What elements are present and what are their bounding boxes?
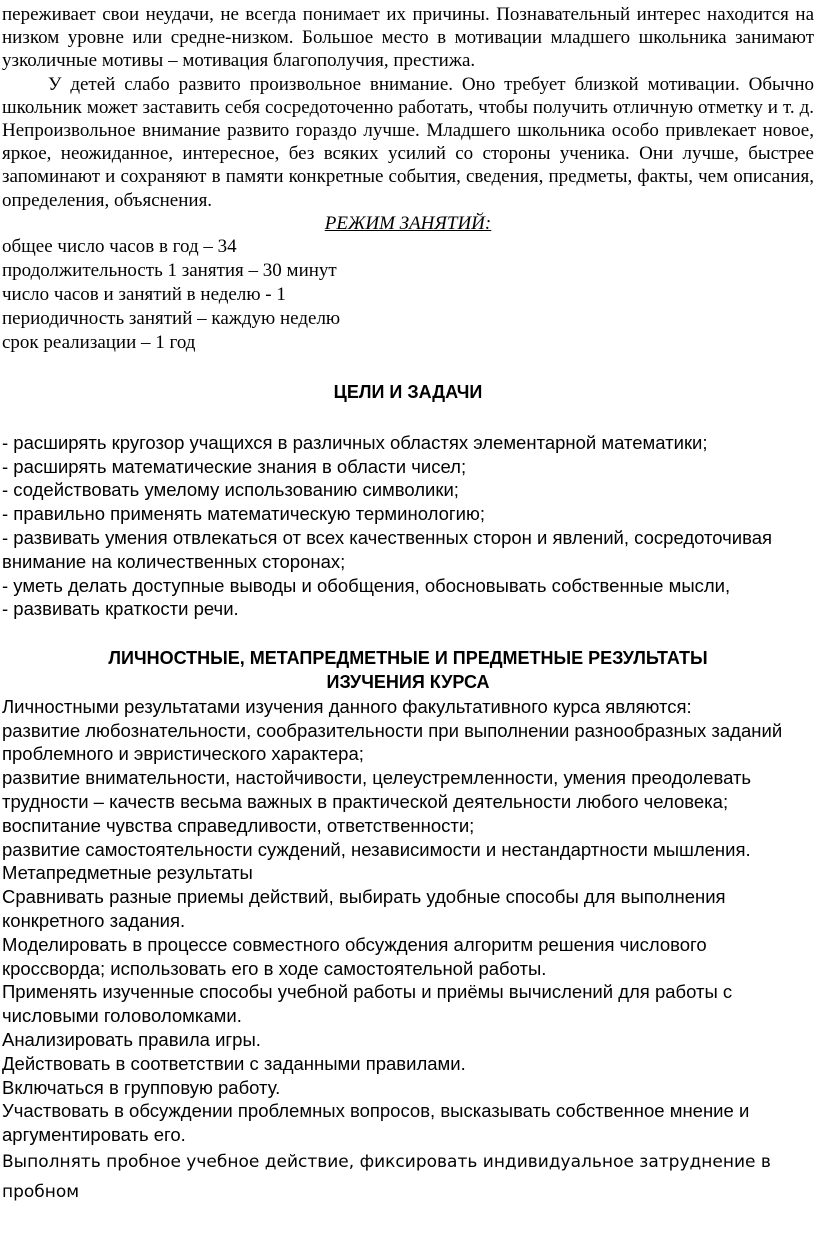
meta-result-last-line: Выполнять пробное учебное действие, фиксировать индивидуальное затруднение в пробном xyxy=(2,1151,771,1202)
goal-item: - расширять математические знания в области чисел; xyxy=(2,455,467,477)
meta-result-item: Участвовать в обсуждении проблемных вопросов, высказывать собственное мнение и аргументировать его. xyxy=(2,1100,750,1146)
spacer xyxy=(2,621,814,647)
intro-paragraph-1: переживает свои неудачи, не всегда понимает их причины. Познавательный интерес находится на низком уровне или средне-низком. Большое место в мотивации младшего школьника занимают узколичные мотивы – мотивация благополучия, престижа. xyxy=(2,4,814,72)
regime-item: общее число часов в год – 34 xyxy=(2,236,237,258)
results-title-line-2: ИЗУЧЕНИЯ КУРСА xyxy=(326,672,490,692)
goal-item: - правильно применять математическую терминологию; xyxy=(2,503,485,525)
results-section xyxy=(2,647,814,1207)
personal-result-item: развитие внимательности, настойчивости, целеустремленности, умения преодолевать трудности – качеств весьма важных в практической деятельности любого человека; xyxy=(2,767,752,812)
personal-result-item: воспитание чувства справедливости, ответственности; xyxy=(2,814,475,836)
goal-item: - расширять кругозор учащихся в различных областях элементарной математики; xyxy=(2,431,708,453)
regime-section xyxy=(2,212,814,355)
meta-result-item: Применять изученные способы учебной работы и приёмы вычислений для работы с числовыми головоломками. xyxy=(2,981,733,1027)
regime-item: продолжительность 1 занятия – 30 минут xyxy=(2,260,337,282)
meta-result-item: Сравнивать разные приемы действий, выбирать удобные способы для выполнения конкретного задания. xyxy=(2,886,726,931)
goals-list xyxy=(2,431,814,621)
regime-list xyxy=(2,235,814,355)
goal-item: - уметь делать доступные выводы и обобщения, обосновывать собственные мысли, xyxy=(2,574,731,596)
regime-title: РЕЖИМ ЗАНЯТИЙ: xyxy=(324,212,492,234)
goal-item: - развивать краткости речи. xyxy=(2,598,239,620)
personal-result-item: развитие самостоятельности суждений, независимости и нестандартности мышления. xyxy=(2,838,751,860)
meta-result-item: Действовать в соответствии с заданными правилами. xyxy=(2,1052,466,1074)
goal-item: - развивать умения отвлекаться от всех качественных сторон и явлений, сосредоточивая внимание на количественных сторонах; xyxy=(2,527,773,572)
meta-result-item: Включаться в групповую работу. xyxy=(2,1076,281,1098)
intro-section xyxy=(2,0,814,212)
regime-item: срок реализации – 1 год xyxy=(2,332,196,354)
meta-results-title: Метапредметные результаты xyxy=(2,862,253,884)
personal-results-intro: Личностными результатами изучения данного факультативного курса являются: xyxy=(2,695,692,717)
spacer xyxy=(2,405,814,431)
goals-section xyxy=(2,381,814,621)
results-title-line-1: ЛИЧНОСТНЫЕ, МЕТАПРЕДМЕТНЫЕ И ПРЕДМЕТНЫЕ РЕЗУЛЬТАТЫ xyxy=(108,648,708,669)
regime-item: периодичность занятий – каждую неделю xyxy=(2,308,341,330)
regime-item: число часов и занятий в неделю - 1 xyxy=(2,284,286,306)
meta-result-item: Анализировать правила игры. xyxy=(2,1028,261,1050)
intro-paragraph-2: У детей слабо развито произвольное внимание. Оно требует близкой мотивации. Обычно школьник может заставить себя сосредоточенно работать, чтобы получить отличную отметку и т. д. Непроизвольное внимание развито гораздо лучше. Младшего школьника особо привлекает новое, яркое, неожиданное, интересное, без всяких усилий со стороны ученика. Они лучше, быстрее запоминают и сохраняют в памяти конкретные события, сведения, предметы, факты, чем описания, определения, объяснения. xyxy=(2,73,814,211)
goal-item: - содействовать умелому использованию символики; xyxy=(2,479,459,501)
goals-title: ЦЕЛИ И ЗАДАЧИ xyxy=(333,382,483,403)
meta-result-item: Моделировать в процессе совместного обсуждения алгоритм решения числового кроссворда; использовать его в ходе самостоятельной работы. xyxy=(2,933,707,979)
personal-result-item: развитие любознательности, сообразительности при выполнении разнообразных заданий проблемного и эвристического характера; xyxy=(2,719,783,765)
spacer xyxy=(2,355,814,381)
